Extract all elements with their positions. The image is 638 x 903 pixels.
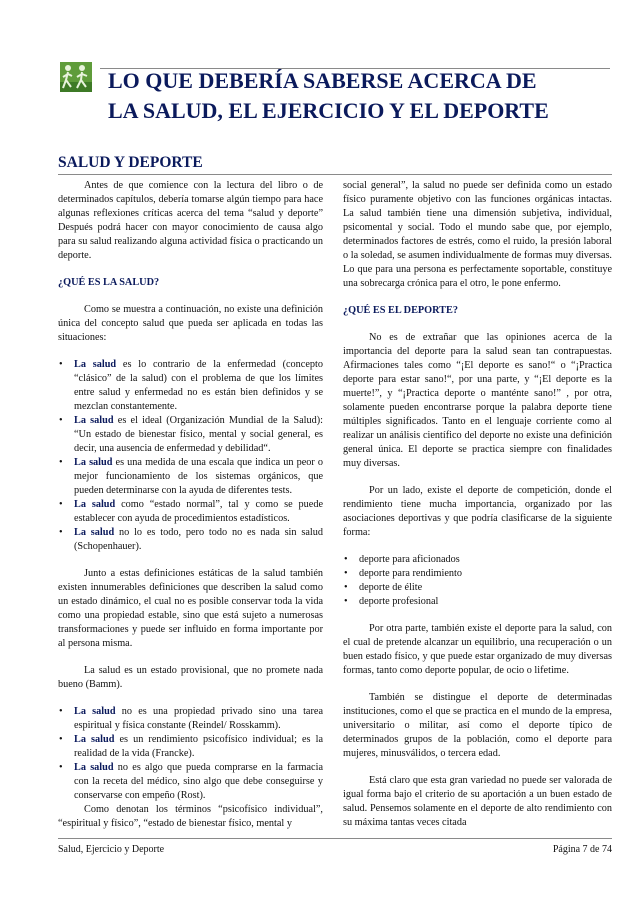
list-item: • La salud es el ideal (Organización Mundial de la Salud): “Un estado de bienestar físico, mental y social general, es decir, una ausencia de enfermedad y debilidad“. bbox=[58, 414, 323, 456]
title-line-2: LA SALUD, EL EJERCICIO Y EL DEPORTE bbox=[108, 98, 549, 123]
list-item: • La salud es una medida de una escala que indica un peor o mejor funcionamiento de los sistemas orgánicos, que pueden determinarse con la ayuda de diferentes tests. bbox=[58, 456, 323, 498]
salud-definitions-list bbox=[58, 358, 323, 554]
intro-paragraph: Antes de que comience con la lectura del libro o de determinados capítulos, debería tomarse algún tiempo para hace algunas reflexiones críticas acerca del tema “salud y deporte” Después podrá hacer con mayor conocimiento de causa algo para su salud realizando alguna actividad física o practicando un deporte. bbox=[58, 180, 323, 261]
paragraph: Junto a estas definiciones estáticas de la salud también existen innumerables definiciones que describen la salud como un estado dinámico, el cual no es posible conservar toda la vida como una propiedad estable, sino que está sujeto a numerosas transformaciones y puede ser influido en forma importante por al persona misma. bbox=[58, 568, 323, 649]
runner-logo-icon bbox=[60, 62, 92, 92]
paragraph: La salud es un estado provisional, que no promete nada bueno (Bamm). bbox=[58, 665, 323, 690]
list-item: • La salud es lo contrario de la enfermedad (concepto “clásico” de la salud) con el problema de que los límites entre salud y enfermedad no es están bien definidos y se mezclan constantemente. bbox=[58, 358, 323, 414]
list-item: • La salud no es una propiedad privado sino una tarea espiritual y física constante (Reindel/ Rosskamm). bbox=[58, 705, 323, 733]
page-title bbox=[108, 66, 613, 126]
left-column bbox=[58, 179, 323, 844]
question-salud-heading: ¿QUÉ ES LA SALUD? bbox=[58, 277, 160, 288]
paragraph: No es de extrañar que las opiniones acerca de la importancia del deporte para la salud sean tan contrapuestas. Afirmaciones tales como “¡El deporte es sano!“ o “¡Practica deporte para estar sano!“, por una parte, y “¡El deporte es la muerte!”, y “¡Practica deporte o manténte sano!” , por otra, solamente pueden encontrarse porque la palabra deporte tiene múltiples significados. Tanto en el lenguaje corriente como al realizar un análisis científico del deporte no existe una definición general única. El deporte se practica siempre con finalidades muy diversas. bbox=[343, 332, 612, 469]
paragraph: También se distingue el deporte de determinadas instituciones, como el que se practica en el mundo de la empresa, universitario o militar, así como el deporte típico de determinados grupos de la población, como el deporte para mujeres, minusválidos, o tercera edad. bbox=[343, 692, 612, 759]
paragraph: Por otra parte, también existe el deporte para la salud, con el cual de pretende alcanzar un equilibrio, una recuperación o un buen estado físico, y que puede estar organizado de muy diversas formas, tanto como deporte popular, de ocio o lifetime. bbox=[343, 623, 612, 676]
page-footer bbox=[58, 844, 612, 855]
list-item: • deporte para rendimiento bbox=[343, 567, 612, 581]
section-heading: SALUD Y DEPORTE bbox=[58, 154, 203, 171]
paragraph: social general”, la salud no puede ser definida como un estado físico puramente objetivo con las funciones orgánicas intactas. La salud también tiene una dimensión subjetiva, individual, psicomental y social. Todo el mundo sabe que, por ejemplo, determinados factores de estrés, como el ruido, la presión laboral o la soledad, se asumen individualmente de formas muy diversas. Lo que para una persona es perfectamente soportable, constituye una sobrecarga crónica para el otro, le pone enfermo. bbox=[343, 180, 612, 289]
list-item: • deporte de élite bbox=[343, 581, 612, 595]
list-item: • La salud no lo es todo, pero todo no es nada sin salud (Schopenhauer). bbox=[58, 526, 323, 554]
footer-document-title: Salud, Ejercicio y Deporte bbox=[58, 844, 165, 855]
section-rule bbox=[58, 174, 612, 175]
paragraph: Por un lado, existe el deporte de competición, donde el rendimiento tiene mucha importancia, organizado por las asociaciones deportivas y que podría clasificarse de la siguiente forma: bbox=[343, 485, 612, 538]
list-item: • La salud como “estado normal”, tal y como se puede establecer con ayuda de procedimientos estadísticos. bbox=[58, 498, 323, 526]
list-item: • La salud no es algo que pueda comprarse en la farmacia con la receta del médico, sino algo que debe conseguirse y conservarse con empeño (Rost). bbox=[58, 761, 323, 803]
right-column bbox=[343, 179, 612, 843]
title-line-1: LO QUE DEBERÍA SABERSE ACERCA DE bbox=[108, 68, 537, 93]
deporte-types-list bbox=[343, 553, 612, 609]
list-item: • deporte para aficionados bbox=[343, 553, 612, 567]
list-item: • La salud es un rendimiento psicofísico individual; es la realidad de la vida (Francke). bbox=[58, 733, 323, 761]
salud-quotes-list bbox=[58, 705, 323, 803]
paragraph: Como se muestra a continuación, no existe una definición única del concepto salud que pueda ser aplicada en todas las situaciones: bbox=[58, 304, 323, 343]
list-item: • deporte profesional bbox=[343, 595, 612, 609]
footer-rule bbox=[58, 838, 612, 839]
footer-page-number: Página 7 de 74 bbox=[552, 844, 612, 855]
paragraph: Como denotan los términos “psicofísico individual”, “espiritual y físico”, “estado de bienestar físico, mental y bbox=[58, 804, 323, 829]
paragraph: Está claro que esta gran variedad no puede ser valorada de igual forma bajo el criterio de su aportación a un buen estado de salud. Pensemos solamente en el deporte de alto rendimiento con su máxima tantas veces citada bbox=[343, 775, 612, 828]
question-deporte-heading: ¿QUÉ ES EL DEPORTE? bbox=[343, 305, 458, 316]
